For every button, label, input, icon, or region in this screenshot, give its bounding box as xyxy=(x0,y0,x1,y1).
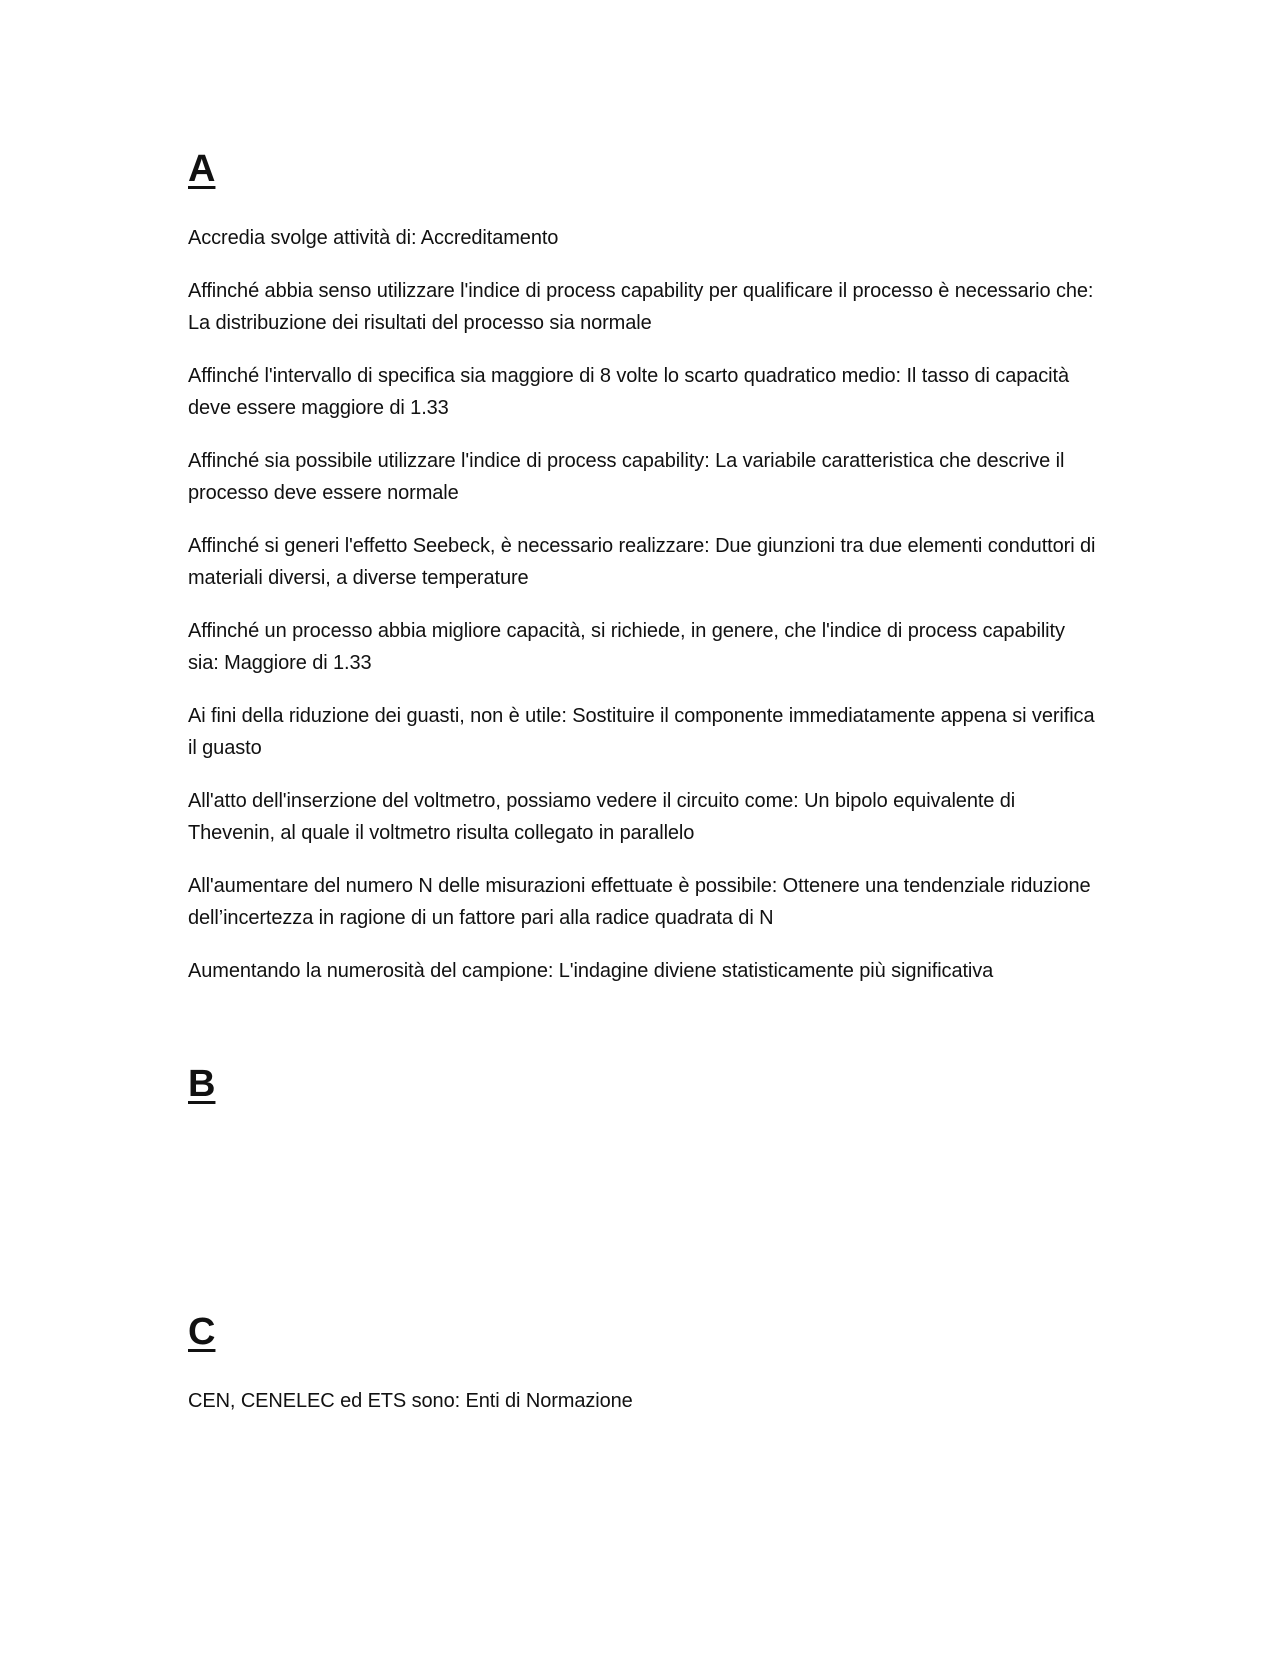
entry: CEN, CENELEC ed ETS sono: Enti di Normazione xyxy=(188,1390,633,1412)
entry: Ai fini della riduzione dei guasti, non è utile: Sostituire il componente immediatamente appena si verifica il guasto xyxy=(188,705,1095,759)
section-c xyxy=(188,1313,1098,1417)
section-heading-a: A xyxy=(188,148,216,190)
entry: All'atto dell'inserzione del voltmetro, possiamo vedere il circuito come: Un bipolo equivalente di Thevenin, al quale il voltmetro risulta collegato in parallelo xyxy=(188,790,1016,844)
entry-list-a xyxy=(188,222,1098,987)
entry: Aumentando la numerosità del campione: L'indagine diviene statisticamente più significativa xyxy=(188,960,994,982)
entry: Affinché un processo abbia migliore capacità, si richiede, in genere, che l'indice di process capability sia: Maggiore di 1.33 xyxy=(188,620,1065,674)
entry: Affinché abbia senso utilizzare l'indice di process capability per qualificare il processo è necessario che: La distribuzione dei risultati del processo sia normale xyxy=(188,280,1094,334)
entry: Affinché si generi l'effetto Seebeck, è necessario realizzare: Due giunzioni tra due elementi conduttori di materiali diversi, a diverse temperature xyxy=(188,535,1096,589)
section-heading-c: C xyxy=(188,1311,216,1353)
entry-list-c xyxy=(188,1385,1098,1417)
entry: Affinché sia possibile utilizzare l'indice di process capability: La variabile caratteristica che descrive il processo deve essere normale xyxy=(188,450,1065,504)
document-page xyxy=(188,150,1098,1438)
section-b xyxy=(188,1065,1098,1103)
section-heading-b: B xyxy=(188,1063,216,1105)
entry: All'aumentare del numero N delle misurazioni effettuate è possibile: Ottenere una tendenziale riduzione dell’incertezza in ragione di un fattore pari alla radice quadrata di N xyxy=(188,875,1091,929)
section-a xyxy=(188,150,1098,987)
entry: Accredia svolge attività di: Accreditamento xyxy=(188,227,559,249)
entry: Affinché l'intervallo di specifica sia maggiore di 8 volte lo scarto quadratico medio: Il tasso di capacità deve essere maggiore di 1.33 xyxy=(188,365,1069,419)
